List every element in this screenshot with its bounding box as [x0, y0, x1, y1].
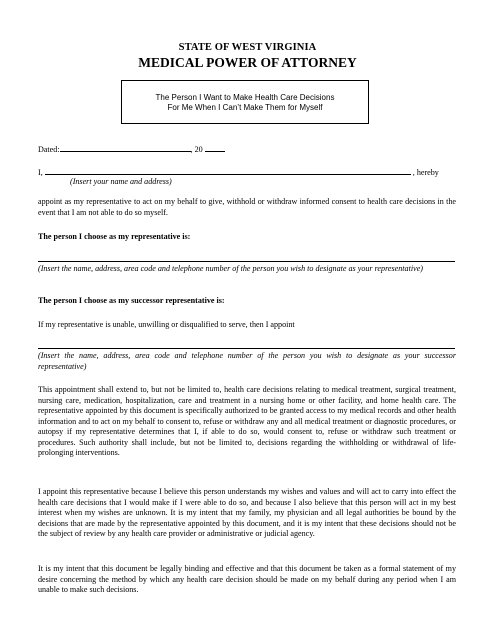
intent-paragraph: It is my intent that this document be legally binding and effective and that this document be taken as a formal statement of my desire concerning the method by which any health care decision should be made on my behalf during any period when I am unable to make such decisions.: [38, 564, 456, 594]
name-suffix: , hereby: [412, 168, 439, 177]
successor-hint: (Insert the name, address, area code and telephone number of the person you wish to designate as your successor representative): [38, 351, 456, 371]
representative-blank[interactable]: [38, 261, 455, 262]
section-title-line-1: The Person I Want to Make Health Care Decisions: [155, 93, 335, 102]
appoint-paragraph: appoint as my representative to act on my behalf to give, withhold or withdraw informed consent to health care decisions in the event that I am not able to do so myself.: [38, 197, 456, 217]
name-blank[interactable]: [45, 166, 411, 175]
representative-hint: (Insert the name, address, area code and telephone number of the person you wish to designate as your representative): [38, 264, 423, 273]
document-title: MEDICAL POWER OF ATTORNEY: [138, 55, 357, 70]
successor-heading: The person I choose as my successor representative is:: [38, 296, 225, 305]
year-blank[interactable]: [205, 143, 225, 152]
date-blank[interactable]: [60, 143, 191, 152]
dated-label: Dated:: [38, 145, 60, 154]
section-title-line-2: For Me When I Can’t Make Them for Myself: [167, 103, 323, 112]
section-title-box: [121, 80, 369, 124]
name-hint: (Insert your name and address): [70, 177, 172, 186]
successor-blank[interactable]: [38, 348, 455, 349]
name-prefix: I,: [38, 168, 43, 177]
state-heading: STATE OF WEST VIRGINIA: [178, 42, 317, 53]
successor-intro: If my representative is unable, unwilling or disqualified to serve, then I appoint: [38, 320, 295, 329]
year-prefix: , 20: [190, 145, 203, 154]
dated-line: [38, 143, 225, 156]
scope-paragraph: This appointment shall extend to, but not be limited to, health care decisions relating to medical treatment, surgical treatment, nursing care, medication, hospitalization, care and treatment in a nursing home or other facility, and home health care. The representative appointed by this document is specifically authorized to be granted access to my medical records and other health information and to act on my behalf to consent to, refuse or withdraw any and all medical treatment or diagnostic procedures, or autopsy if my representative determines that I, if able to do so, would consent to, refuse or withdraw such treatment or procedures. Such authority shall include, but not be limited to, decisions regarding the withholding or withdrawal of life-prolonging interventions.: [38, 385, 456, 457]
representative-heading: The person I choose as my representative is:: [38, 232, 191, 241]
reasons-paragraph: I appoint this representative because I believe this person understands my wishes and values and will act to carry into effect the health care decisions that I would make if I were able to do so, and because I also believe that this person will act in my best interest when my wishes are unknown. It is my intent that my family, my physician and all legal authorities be bound by the decisions that are made by the representative appointed by this document, and it is my intent that these decisions should not be the subject of review by any health care provider or administrative or judicial agency.: [38, 487, 456, 538]
